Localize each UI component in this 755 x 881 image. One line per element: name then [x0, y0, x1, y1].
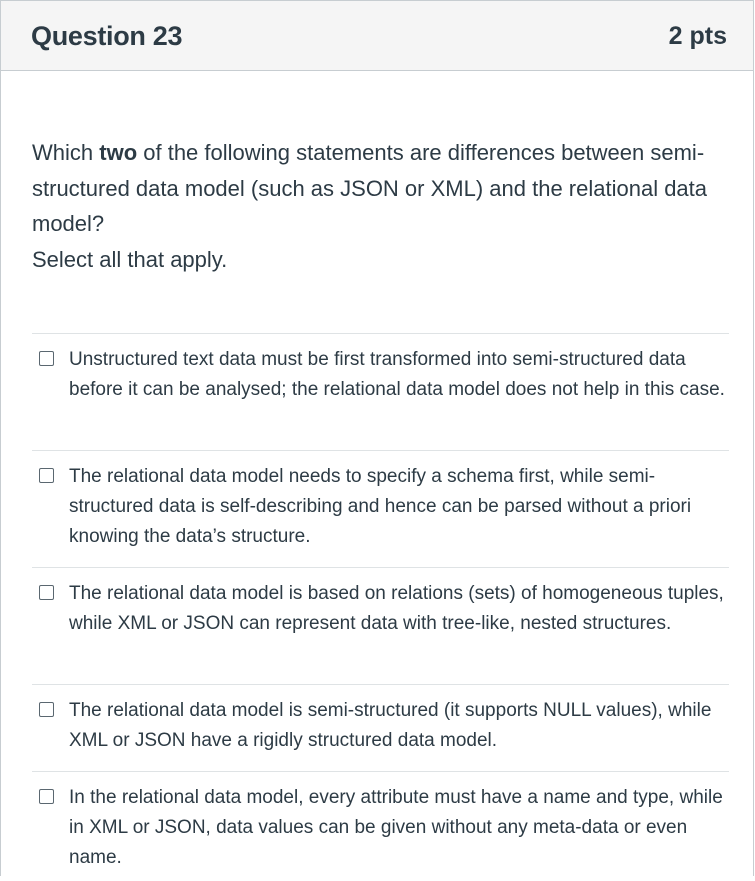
answer-label-3[interactable]: The relational data model is based on relations (sets) of homogeneous tuples, while XML or JSON can represent data with tree-like, nested structures. — [69, 583, 724, 634]
answer-option-2[interactable] — [32, 450, 729, 567]
answer-checkbox-1[interactable] — [39, 351, 54, 366]
answer-label-4[interactable]: The relational data model is semi-structured (it supports NULL values), while XML or JSON have a rigidly structured data model. — [69, 700, 712, 751]
answer-label-1[interactable]: Unstructured text data must be first transformed into semi-structured data before it can be analysed; the relational data model does not help in this case. — [69, 349, 725, 400]
question-instruction: Select all that apply. — [32, 246, 228, 272]
question-prompt-emphasis: two — [99, 140, 138, 165]
answer-option-5[interactable] — [32, 771, 729, 881]
question-title: Question 23 — [31, 21, 183, 51]
answer-list — [32, 333, 729, 881]
question-header — [1, 1, 753, 71]
question-points: 2 pts — [668, 22, 727, 50]
answer-option-3[interactable] — [32, 567, 729, 684]
answer-checkbox-4[interactable] — [39, 702, 54, 717]
answer-option-4[interactable] — [32, 684, 729, 771]
answer-checkbox-2[interactable] — [39, 468, 54, 483]
answer-checkbox-3[interactable] — [39, 585, 54, 600]
answer-option-1[interactable] — [32, 333, 729, 450]
question-prompt-end: of the following statements are differences between semi-structured data model (such as JSON or XML) and the relational data model? — [32, 140, 708, 236]
answer-label-2[interactable]: The relational data model needs to specify a schema first, while semi-structured data is self-describing and hence can be parsed without a priori knowing the data’s structure. — [69, 466, 692, 547]
answer-label-5[interactable]: In the relational data model, every attribute must have a name and type, while in XML or JSON, data values can be given without any meta-data or even name. — [69, 787, 723, 868]
answer-checkbox-5[interactable] — [39, 789, 54, 804]
question-text — [32, 135, 722, 277]
question-prompt — [32, 135, 722, 242]
question-prompt-start: Which — [32, 140, 100, 165]
